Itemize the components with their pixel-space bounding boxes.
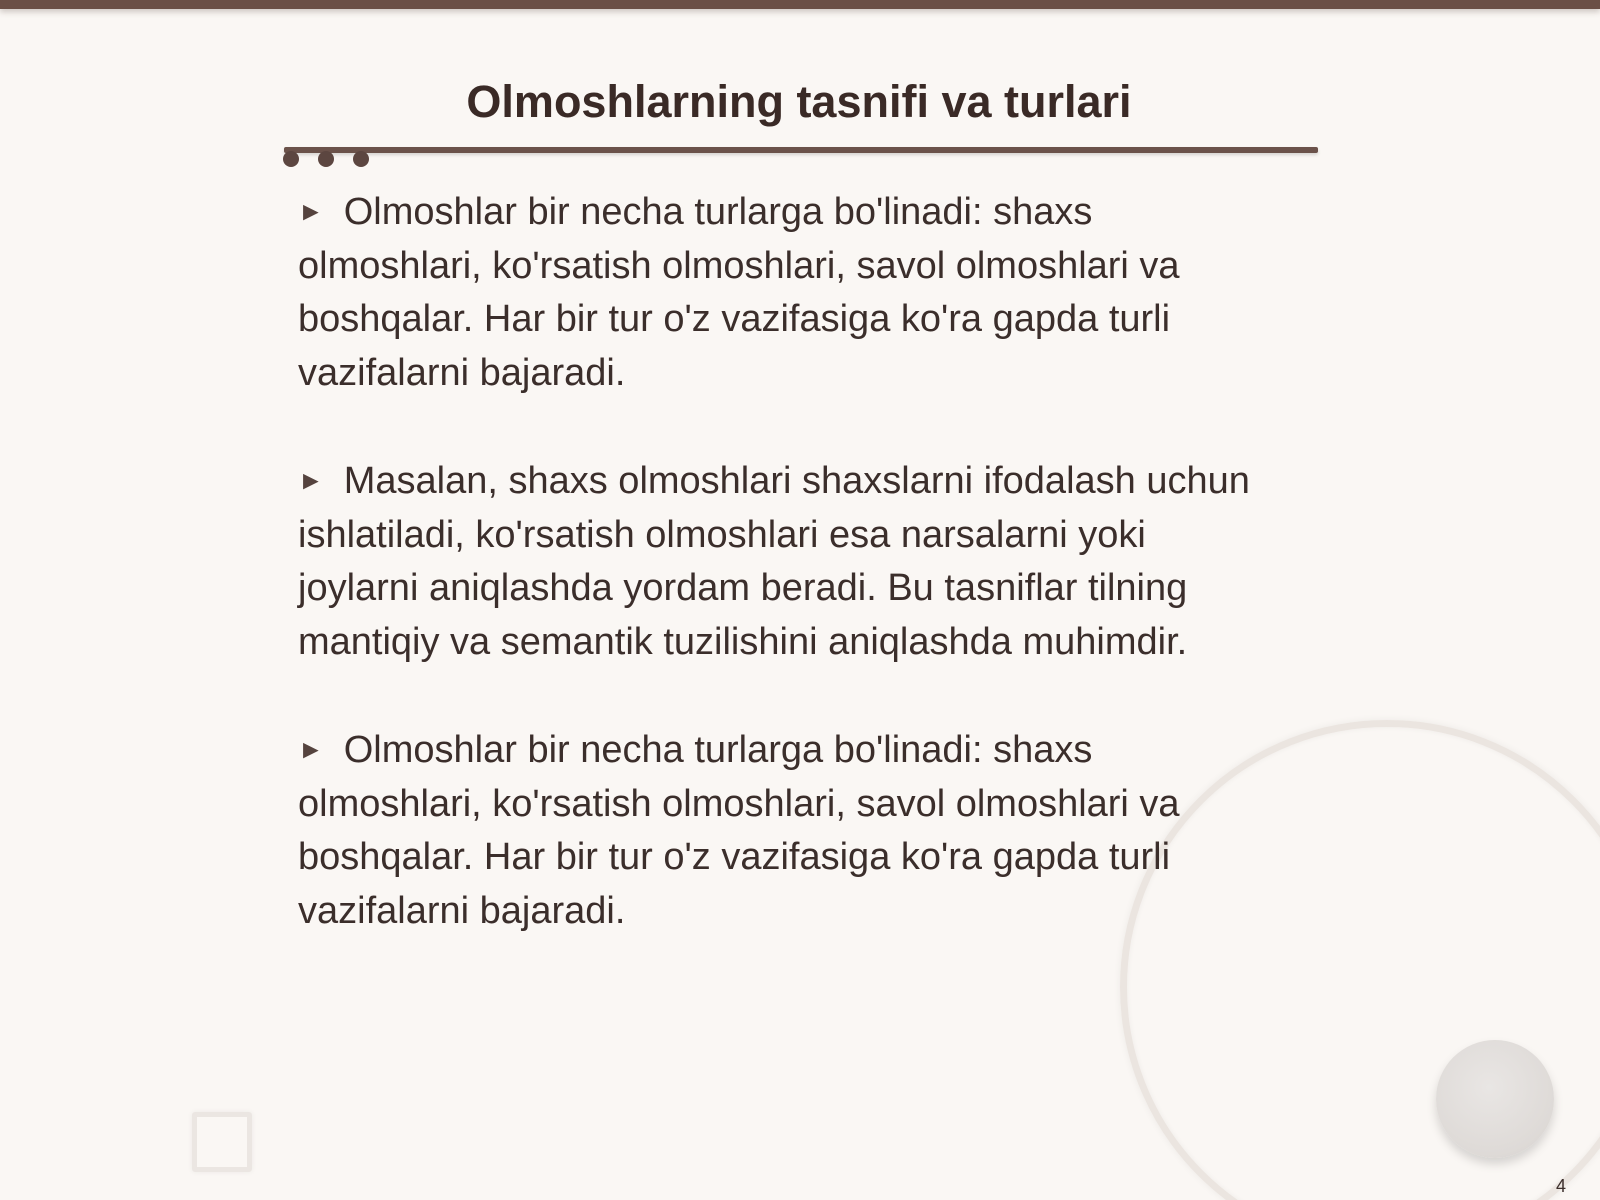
triangle-bullet-icon: ► [298, 734, 324, 764]
bullet-item [298, 454, 1268, 669]
bullet-text: Olmoshlar bir necha turlarga bo'linadi: shaxs olmoshlari, ko'rsatish olmoshlari, savol olmoshlari va boshqalar. Har bir tur o'z vazifasiga ko'ra gapda turli vazifalarni bajaradi. [298, 191, 1180, 394]
bullet-text: Masalan, shaxs olmoshlari shaxslarni ifodalash uchun ishlatiladi, ko'rsatish olmoshlari esa narsalarni yoki joylarni aniqlashda yordam beradi. Bu tasniflar tilning mantiqiy va semantik tuzilishini aniqlashda muhimdir. [298, 460, 1250, 663]
underline-dot [318, 151, 334, 167]
decorative-circle [1436, 1040, 1554, 1158]
slide-title: Olmoshlarning tasnifi va turlari [466, 76, 1132, 127]
bullet-item [298, 185, 1268, 400]
underline-dot [353, 151, 369, 167]
top-accent-bar [0, 0, 1600, 9]
title-underline [284, 147, 1318, 153]
bullet-item [298, 723, 1268, 938]
page-number: 4 [1556, 1176, 1567, 1196]
underline-dot [283, 151, 299, 167]
decorative-square [192, 1112, 252, 1172]
bullet-list [298, 185, 1268, 992]
bullet-text: Olmoshlar bir necha turlarga bo'linadi: shaxs olmoshlari, ko'rsatish olmoshlari, savol olmoshlari va boshqalar. Har bir tur o'z vazifasiga ko'ra gapda turli vazifalarni bajaradi. [298, 729, 1180, 932]
triangle-bullet-icon: ► [298, 196, 324, 226]
triangle-bullet-icon: ► [298, 465, 324, 495]
